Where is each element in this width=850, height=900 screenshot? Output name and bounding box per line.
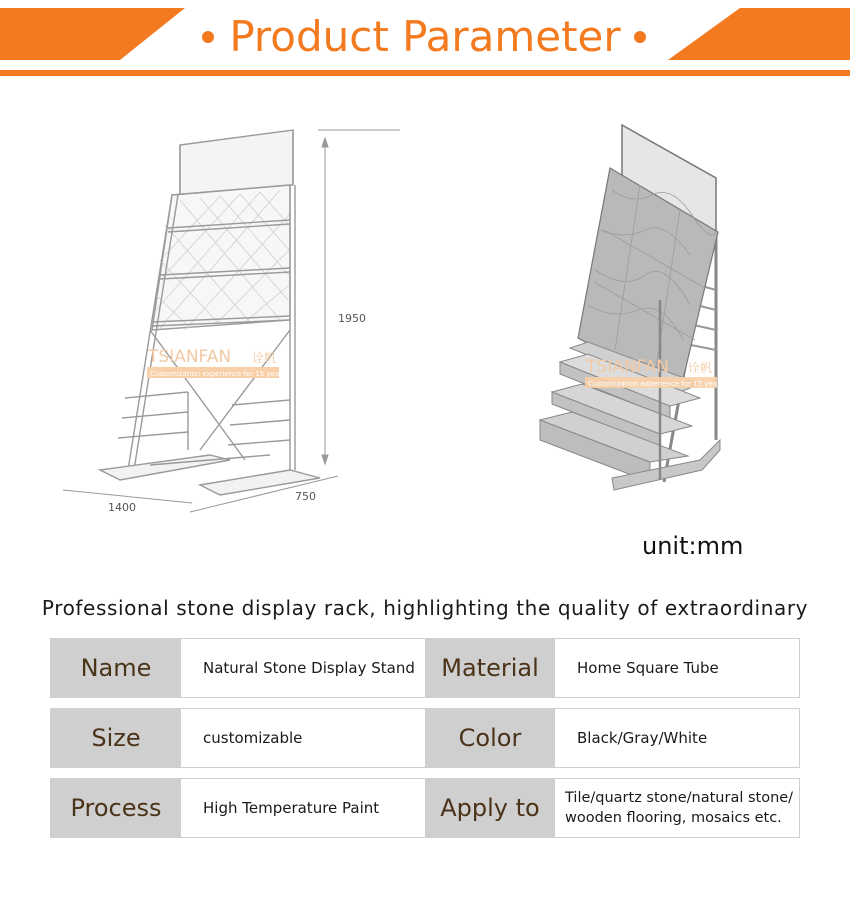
rack-render-image bbox=[540, 125, 720, 490]
rack-wireframe-drawing bbox=[100, 130, 320, 495]
param-key: Apply to bbox=[425, 779, 555, 837]
param-key: Process bbox=[51, 779, 181, 837]
param-key: Size bbox=[51, 709, 181, 767]
param-value: Home Square Tube bbox=[577, 659, 719, 677]
param-key: Color bbox=[425, 709, 555, 767]
param-key: Name bbox=[51, 639, 181, 697]
watermark-tagline-2: Customization experience for 15 years bbox=[588, 380, 724, 388]
param-value: Natural Stone Display Stand bbox=[203, 659, 415, 677]
watermark-tagline: Customization experience for 15 years bbox=[150, 370, 286, 378]
dim-depth-label: 750 bbox=[295, 490, 316, 503]
watermark-brand-2: TSIANFAN bbox=[586, 357, 670, 377]
caption-text: Professional stone display rack, highlighting the quality of extraordinary bbox=[41, 596, 809, 620]
param-value: Black/Gray/White bbox=[577, 729, 708, 747]
header-underline bbox=[0, 70, 850, 76]
param-row bbox=[50, 708, 800, 768]
param-value: customizable bbox=[203, 729, 303, 747]
param-row bbox=[50, 638, 800, 698]
param-key: Material bbox=[425, 639, 555, 697]
product-illustration bbox=[0, 80, 850, 580]
dim-width-label: 1400 bbox=[108, 501, 136, 514]
param-row bbox=[50, 778, 800, 838]
unit-label: unit:mm bbox=[642, 532, 744, 560]
watermark-brand-cn: 诠帆 bbox=[252, 351, 277, 365]
param-value: Tile/quartz stone/natural stone/ wooden flooring, mosaics etc. bbox=[565, 790, 794, 826]
dim-height-label: 1950 bbox=[338, 312, 366, 325]
param-value: High Temperature Paint bbox=[203, 799, 380, 817]
page-title: Product Parameter bbox=[229, 12, 621, 61]
watermark-brand-cn-2: 诠帆 bbox=[688, 361, 713, 375]
watermark-brand: TSIANFAN bbox=[148, 347, 232, 367]
header bbox=[0, 0, 850, 80]
